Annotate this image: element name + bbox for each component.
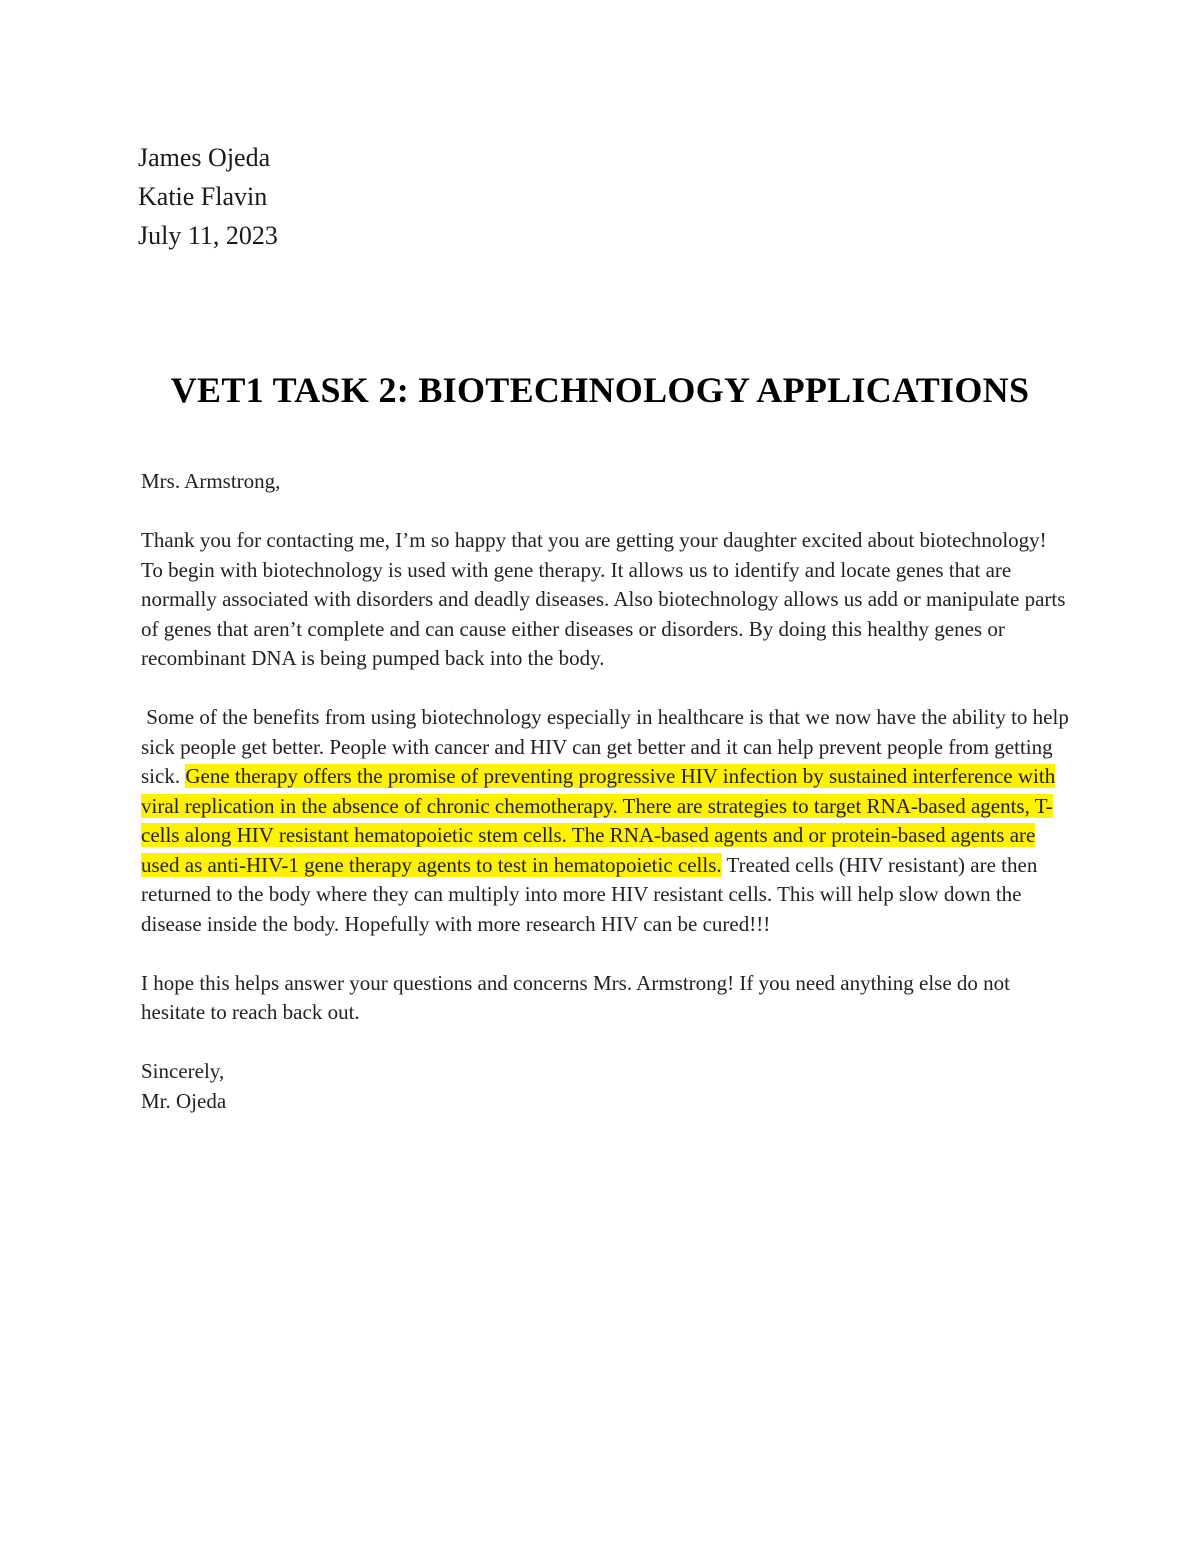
paragraph-2-intro: Some of the benefits from using biotechnology especially in healthcare is that we now have the ability to help sick people get better. People with cancer and HIV can get better and it can help prevent people from getting sick. xyxy=(141,705,1075,788)
salutation: Mrs. Armstrong, xyxy=(141,469,281,493)
closing: Sincerely, xyxy=(141,1059,225,1083)
letter-body xyxy=(141,467,1075,1116)
signature: Mr. Ojeda xyxy=(141,1088,227,1113)
paragraph-2 xyxy=(141,703,1075,939)
instructor-name: Katie Flavin xyxy=(138,182,268,211)
document-title: VET1 TASK 2: BIOTECHNOLOGY APPLICATIONS xyxy=(170,370,1030,410)
student-name: James Ojeda xyxy=(138,143,271,172)
paragraph-2-outro: Treated cells (HIV resistant) are then returned to the body where they can multiply into more HIV resistant cells. This will help slow down the disease inside the body. Hopefully with more research HIV can be cured!!! xyxy=(141,852,1043,936)
closing-block xyxy=(141,1057,1071,1116)
paragraph-3: I hope this helps answer your questions and concerns Mrs. Armstrong! If you need anything else do not hesitate to reach back out. xyxy=(141,970,1010,1024)
header-block xyxy=(138,138,278,255)
date: July 11, 2023 xyxy=(138,221,278,250)
highlighted-text: Gene therapy offers the promise of preventing progressive HIV infection by sustained interference with viral replication in the absence of chronic chemotherapy. There are strategies to target RNA-based agents, T-cells along HIV resistant hematopoietic stem cells. The RNA-based agents and or protein-based agents are used as anti-HIV-1 gene therapy agents to test in hematopoietic cells. xyxy=(141,764,1056,877)
paragraph-1: Thank you for contacting me, I’m so happy that you are getting your daughter excited about biotechnology! To begin with biotechnology is used with gene therapy. It allows us to identify and locate genes that are normally associated with disorders and deadly diseases. Also biotechnology allows us add or manipulate parts of genes that aren’t complete and can cause either diseases or disorders. By doing this healthy genes or recombinant DNA is being pumped back into the body. xyxy=(141,528,1066,670)
